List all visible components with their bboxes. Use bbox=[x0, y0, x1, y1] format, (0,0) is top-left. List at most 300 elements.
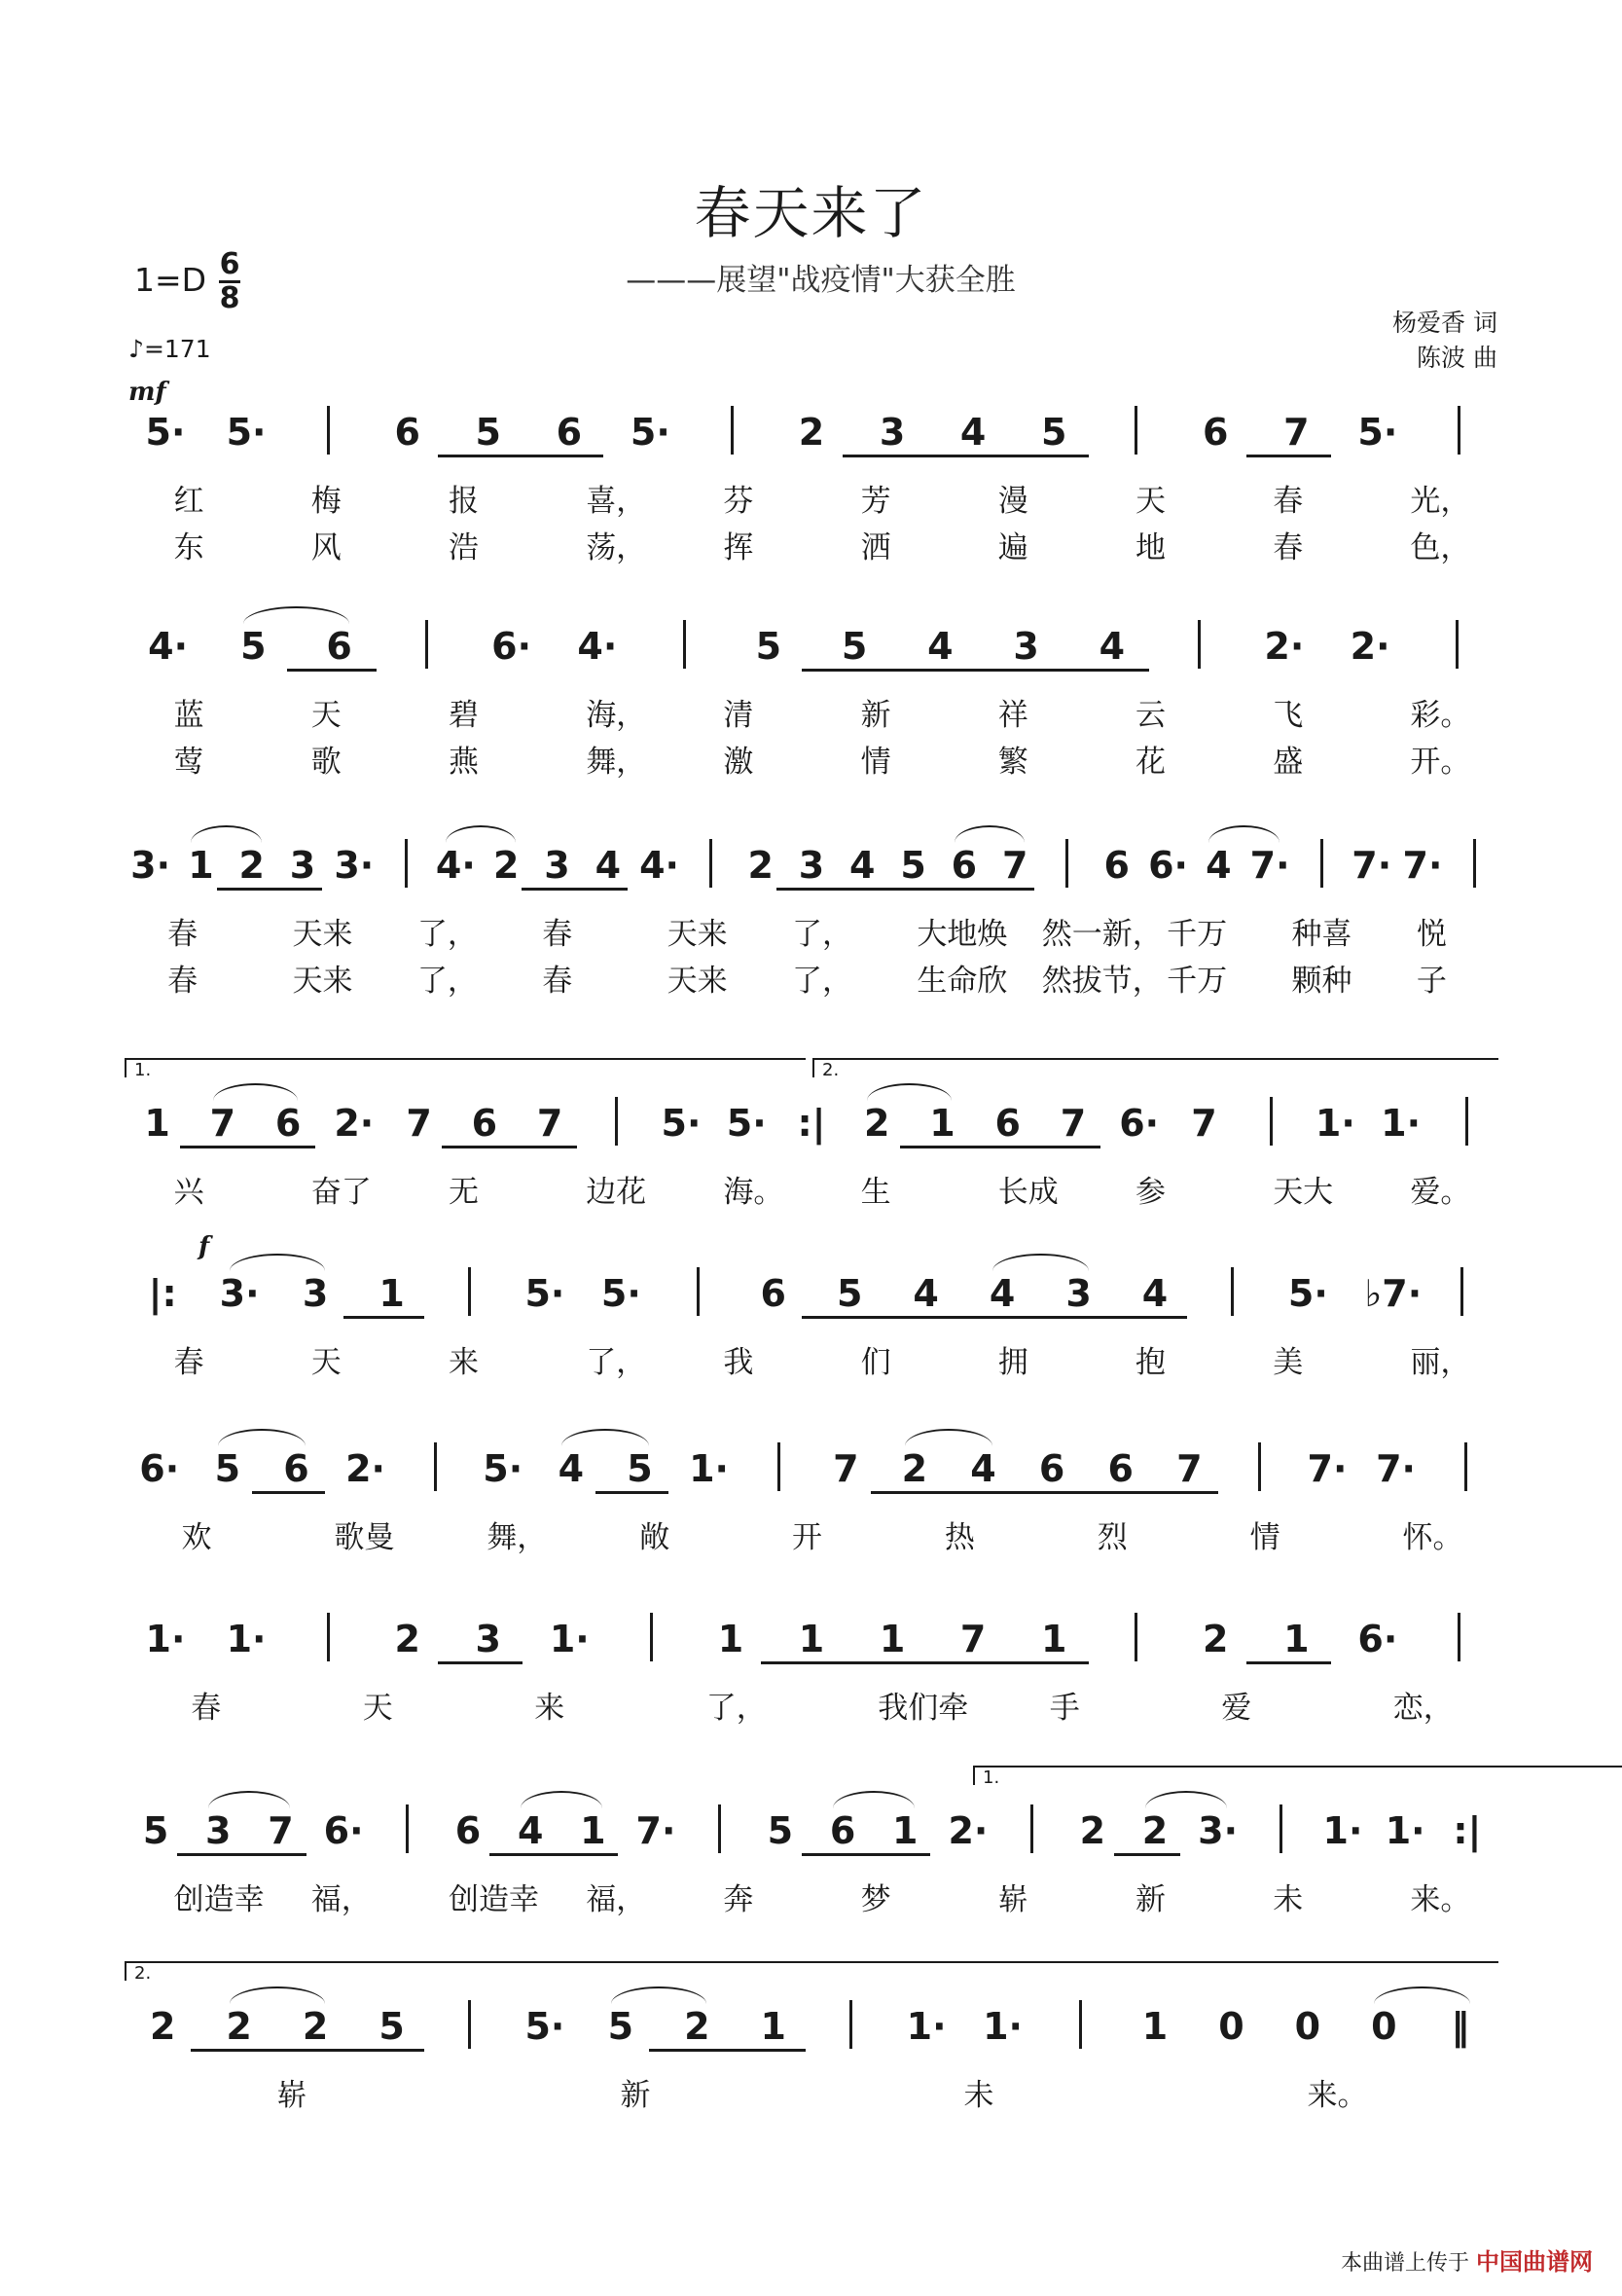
lyric-syllable: 春 bbox=[1273, 530, 1304, 565]
lyric-syllable: 天 bbox=[310, 698, 342, 733]
note: 3· bbox=[219, 1272, 260, 1315]
bar-line bbox=[1030, 1804, 1033, 1853]
note: 1 bbox=[760, 2005, 786, 2048]
lyric-syllable: 祥 bbox=[997, 698, 1028, 733]
note: 5· bbox=[661, 1102, 702, 1145]
note: 5 bbox=[767, 1809, 794, 1852]
note: 5· bbox=[1287, 1272, 1328, 1315]
bar-line bbox=[1135, 406, 1137, 455]
note-underline bbox=[761, 1661, 846, 1664]
note: 7 bbox=[1060, 1102, 1087, 1145]
note-underline bbox=[268, 2049, 347, 2052]
note: 4 bbox=[849, 844, 876, 887]
note: 7· bbox=[1352, 844, 1392, 887]
lyric-syllable: 舞， bbox=[586, 745, 647, 780]
note-underline bbox=[522, 888, 576, 891]
note: 5· bbox=[524, 2005, 565, 2048]
note-underline bbox=[442, 1146, 511, 1148]
bar-line bbox=[1280, 1804, 1282, 1853]
note-underline bbox=[180, 1146, 249, 1148]
slur bbox=[992, 1254, 1088, 1271]
bar-line bbox=[718, 1804, 721, 1853]
bar-line bbox=[683, 620, 686, 669]
lyric-syllable: 海， bbox=[586, 698, 647, 733]
note-underline bbox=[923, 455, 1008, 457]
note-underline bbox=[939, 1491, 1012, 1494]
song-title: 春天来了 bbox=[694, 180, 928, 246]
note: 4· bbox=[435, 844, 476, 887]
note: 7· bbox=[1307, 1447, 1348, 1490]
note-underline bbox=[726, 2049, 806, 2052]
slur bbox=[521, 1791, 602, 1808]
note: 6 bbox=[454, 1809, 482, 1852]
note: 5 bbox=[607, 2005, 634, 2048]
lyric-syllable: 开 bbox=[792, 1520, 822, 1555]
lyric-syllable: 热 bbox=[944, 1520, 975, 1555]
lyric-syllable: 漫 bbox=[997, 484, 1028, 519]
bar-line bbox=[1460, 1267, 1463, 1316]
note: 5 bbox=[836, 1272, 863, 1315]
note-underline bbox=[552, 1853, 618, 1856]
time-denominator: 8 bbox=[219, 280, 240, 315]
note: 1· bbox=[1315, 1102, 1355, 1145]
note: 2 bbox=[1203, 1618, 1229, 1660]
note-underline bbox=[802, 1316, 882, 1319]
lyric-syllable: 丽， bbox=[1410, 1345, 1471, 1380]
lyric-syllable: 欢 bbox=[181, 1520, 212, 1555]
note-underline bbox=[1030, 1146, 1099, 1148]
note-underline bbox=[900, 1146, 969, 1148]
note: 1· bbox=[983, 2005, 1023, 2048]
volta-bracket-1: 1. bbox=[125, 1058, 806, 1077]
lyric-syllable: 红 bbox=[173, 484, 204, 519]
lyric-syllable: 飞 bbox=[1273, 698, 1304, 733]
note: 6 bbox=[1107, 1447, 1134, 1490]
lyric-syllable: 我们牵 bbox=[878, 1691, 969, 1726]
note: 5· bbox=[145, 411, 186, 454]
lyric-syllable: 颗种 bbox=[1291, 964, 1352, 999]
bar-line bbox=[615, 1097, 618, 1146]
note: 4 bbox=[558, 1447, 585, 1490]
note: 2 bbox=[226, 2005, 252, 2048]
note: 6 bbox=[274, 1102, 302, 1145]
slur bbox=[191, 825, 261, 843]
slur bbox=[1145, 1791, 1227, 1808]
slur bbox=[955, 825, 1025, 843]
note: 5· bbox=[483, 1447, 523, 1490]
lyric-syllable: 歌曼 bbox=[334, 1520, 395, 1555]
note: 6 bbox=[1203, 411, 1229, 454]
note: 7 bbox=[268, 1809, 294, 1852]
note: 1 bbox=[1040, 1618, 1067, 1660]
repeat-sign: :| bbox=[1453, 1809, 1482, 1852]
note: 2 bbox=[1079, 1809, 1106, 1852]
note-underline bbox=[177, 1853, 243, 1856]
note: 6 bbox=[471, 1102, 498, 1145]
bar-line bbox=[849, 2000, 852, 2049]
note: 1 bbox=[798, 1618, 825, 1660]
note-underline bbox=[343, 2049, 423, 2052]
note-underline bbox=[864, 1853, 930, 1856]
key-signature: 1=D bbox=[134, 261, 207, 299]
note: 4 bbox=[595, 844, 622, 887]
note: 1 bbox=[378, 1272, 405, 1315]
note-underline bbox=[843, 1661, 927, 1664]
lyric-syllable: 然一新， bbox=[1041, 917, 1163, 952]
note-underline bbox=[923, 1661, 1008, 1664]
lyric-syllable: 春 bbox=[173, 1345, 204, 1380]
note: 4 bbox=[1206, 844, 1232, 887]
note-underline bbox=[974, 669, 1063, 672]
lyric-syllable: 春 bbox=[1273, 484, 1304, 519]
lyric-syllable: 芳 bbox=[860, 484, 891, 519]
lyric-syllable: 参 bbox=[1135, 1175, 1166, 1210]
lyric-syllable: 挥 bbox=[723, 530, 754, 565]
lyric-syllable: 蓝 bbox=[173, 698, 204, 733]
note: 2· bbox=[948, 1809, 989, 1852]
note: 5· bbox=[226, 411, 267, 454]
lyric-syllable: 洒 bbox=[860, 530, 891, 565]
note: 6 bbox=[1103, 844, 1130, 887]
note-underline bbox=[489, 1853, 556, 1856]
note-underline bbox=[887, 669, 977, 672]
note-underline bbox=[871, 1491, 944, 1494]
note: 6 bbox=[1038, 1447, 1065, 1490]
note: 6· bbox=[139, 1447, 180, 1490]
note: 2 bbox=[302, 2005, 329, 2048]
note: 5 bbox=[841, 625, 868, 668]
note: 1 bbox=[1141, 2005, 1169, 2048]
lyric-syllable: 未 bbox=[963, 2078, 994, 2113]
lyric-syllable: 无 bbox=[449, 1175, 479, 1210]
slur bbox=[611, 1986, 706, 2004]
note: 1· bbox=[1385, 1809, 1425, 1852]
lyric-syllable: 恋， bbox=[1392, 1691, 1454, 1726]
lyric-syllable: 天来 bbox=[292, 917, 353, 952]
lyric-syllable: 来 bbox=[534, 1691, 565, 1726]
note-underline bbox=[955, 1316, 1034, 1319]
note-underline bbox=[1107, 1316, 1187, 1319]
note: 2· bbox=[345, 1447, 385, 1490]
lyric-syllable: 繁 bbox=[997, 745, 1028, 780]
lyric-syllable: 报 bbox=[449, 484, 479, 519]
lyric-syllable: 怀。 bbox=[1402, 1520, 1463, 1555]
bar-line bbox=[1456, 620, 1459, 669]
note: 3 bbox=[475, 1618, 501, 1660]
lyric-syllable: 了， bbox=[705, 1691, 767, 1726]
lyric-syllable: 手 bbox=[1049, 1691, 1080, 1726]
note: 4· bbox=[639, 844, 679, 887]
bar-line bbox=[1465, 1097, 1468, 1146]
note: 4 bbox=[913, 1272, 939, 1315]
note-underline bbox=[1145, 1491, 1218, 1494]
note: 7· bbox=[1249, 844, 1290, 887]
note: 7· bbox=[1376, 1447, 1416, 1490]
note: 7 bbox=[833, 1447, 859, 1490]
lyric-syllable: 拥 bbox=[997, 1345, 1028, 1380]
bar-line bbox=[1473, 839, 1476, 888]
bar-line bbox=[1458, 406, 1460, 455]
lyric-syllable: 开。 bbox=[1410, 745, 1471, 780]
note: 1· bbox=[689, 1447, 729, 1490]
note-underline bbox=[252, 1491, 325, 1494]
lyric-syllable: 奔 bbox=[723, 1882, 754, 1917]
lyric-syllable: 东 bbox=[173, 530, 204, 565]
note: 2· bbox=[1350, 625, 1390, 668]
note: 2· bbox=[334, 1102, 375, 1145]
bar-line bbox=[1464, 1442, 1467, 1491]
lyric-syllable: 春 bbox=[191, 1691, 222, 1726]
slur bbox=[833, 1791, 915, 1808]
note-underline bbox=[878, 1316, 957, 1319]
slur bbox=[905, 1429, 993, 1446]
lyric-syllable: 创造幸 bbox=[173, 1882, 265, 1917]
lyric-syllable: 春 bbox=[542, 964, 573, 999]
note: 1· bbox=[1322, 1809, 1363, 1852]
time-numerator: 6 bbox=[219, 247, 240, 281]
slur bbox=[561, 1429, 650, 1446]
note: 6 bbox=[760, 1272, 786, 1315]
note-underline bbox=[573, 888, 628, 891]
bar-line bbox=[1320, 839, 1323, 888]
note-underline bbox=[827, 888, 882, 891]
note: 1· bbox=[906, 2005, 947, 2048]
lyric-syllable: 彩。 bbox=[1410, 698, 1471, 733]
note-underline bbox=[649, 2049, 729, 2052]
note: 7 bbox=[536, 1102, 563, 1145]
note: 5 bbox=[378, 2005, 405, 2048]
note-underline bbox=[245, 1146, 314, 1148]
note: 1 bbox=[580, 1809, 606, 1852]
note: 2 bbox=[394, 1618, 420, 1660]
lyric-syllable: 爱 bbox=[1221, 1691, 1252, 1726]
note: 3 bbox=[1065, 1272, 1092, 1315]
note: 7 bbox=[406, 1102, 432, 1145]
dynamic-f: f bbox=[198, 1232, 210, 1261]
slur bbox=[243, 606, 348, 624]
lyric-syllable: 了， bbox=[586, 1345, 647, 1380]
slur bbox=[213, 1083, 298, 1101]
bar-line bbox=[1079, 2000, 1082, 2049]
lyric-syllable: 歌 bbox=[310, 745, 342, 780]
note: 1 bbox=[717, 1618, 744, 1660]
note-underline bbox=[1246, 1661, 1331, 1664]
bar-line bbox=[425, 620, 428, 669]
time-signature bbox=[216, 249, 243, 313]
note: 6· bbox=[1357, 1618, 1398, 1660]
lyric-syllable: 敞 bbox=[639, 1520, 670, 1555]
lyric-syllable: 天 bbox=[1135, 484, 1166, 519]
bar-line bbox=[405, 839, 408, 888]
bar-line bbox=[434, 1442, 437, 1491]
note: 5· bbox=[1357, 411, 1398, 454]
lyric-syllable: 情 bbox=[860, 745, 891, 780]
note-underline bbox=[878, 888, 932, 891]
lyric-syllable: 生 bbox=[860, 1175, 891, 1210]
lyric-syllable: 种喜 bbox=[1291, 917, 1352, 952]
lyric-syllable: 子 bbox=[1416, 964, 1447, 999]
note-underline bbox=[843, 455, 927, 457]
note-underline bbox=[191, 2049, 270, 2052]
note-underline bbox=[343, 1316, 423, 1319]
tempo-marking: ♪=171 bbox=[128, 335, 211, 363]
note: 6· bbox=[491, 625, 532, 668]
bar-line bbox=[697, 1267, 700, 1316]
lyric-syllable: 梅 bbox=[310, 484, 342, 519]
lyric-syllable: 情 bbox=[1249, 1520, 1280, 1555]
note: 6 bbox=[556, 411, 583, 454]
note: 0 bbox=[1218, 2005, 1244, 2048]
note: 5 bbox=[900, 844, 926, 887]
note: 5· bbox=[600, 1272, 641, 1315]
note: 5 bbox=[214, 1447, 241, 1490]
note: 7· bbox=[635, 1809, 676, 1852]
lyric-syllable: 地 bbox=[1135, 530, 1166, 565]
note-underline bbox=[595, 1491, 668, 1494]
lyric-syllable: 未 bbox=[1273, 1882, 1304, 1917]
note: 1· bbox=[1381, 1102, 1422, 1145]
lyric-syllable: 生命欣 bbox=[917, 964, 1008, 999]
volta-bracket-2: 2. bbox=[125, 1961, 1498, 1981]
lyric-syllable: 天来 bbox=[292, 964, 353, 999]
lyric-syllable: 遍 bbox=[997, 530, 1028, 565]
note: 2 bbox=[864, 1102, 890, 1145]
note: 5 bbox=[755, 625, 782, 668]
note: 5 bbox=[1040, 411, 1067, 454]
note-underline bbox=[1030, 1316, 1110, 1319]
bar-line bbox=[1270, 1097, 1273, 1146]
lyric-syllable: 福， bbox=[586, 1882, 647, 1917]
note-underline bbox=[776, 888, 831, 891]
note: 2 bbox=[149, 2005, 176, 2048]
lyric-syllable: 们 bbox=[860, 1345, 891, 1380]
bar-line bbox=[468, 2000, 471, 2049]
lyric-syllable: 来 bbox=[449, 1345, 479, 1380]
lyric-syllable: 浩 bbox=[449, 530, 479, 565]
footer-prefix: 本曲谱上传于 bbox=[1340, 2251, 1469, 2276]
note-underline bbox=[239, 1853, 306, 1856]
note: 3· bbox=[334, 844, 375, 887]
lyric-syllable: 来。 bbox=[1307, 2078, 1368, 2113]
bar-line bbox=[1258, 1442, 1261, 1491]
note-underline bbox=[929, 888, 984, 891]
note: 3 bbox=[798, 844, 825, 887]
note: 2· bbox=[1264, 625, 1305, 668]
note: 6 bbox=[951, 844, 978, 887]
note: 3· bbox=[1198, 1809, 1239, 1852]
note: 1 bbox=[144, 1102, 170, 1145]
note-underline bbox=[507, 1146, 576, 1148]
note: 2 bbox=[901, 1447, 928, 1490]
lyricist-credit: 杨爱香 词 bbox=[1392, 309, 1497, 337]
note: 6· bbox=[1148, 844, 1188, 887]
note-underline bbox=[1004, 1661, 1089, 1664]
note: 4 bbox=[517, 1809, 544, 1852]
slur bbox=[1374, 1986, 1469, 2004]
note: 0 bbox=[1371, 2005, 1397, 2048]
note: 7· bbox=[1402, 844, 1443, 887]
footer-brand: 中国曲谱网 bbox=[1476, 2248, 1593, 2276]
note: 2 bbox=[492, 844, 520, 887]
bar-line bbox=[1231, 1267, 1234, 1316]
note: 4 bbox=[989, 1272, 1016, 1315]
note-underline bbox=[1008, 1491, 1081, 1494]
note: 3 bbox=[205, 1809, 232, 1852]
note: 2 bbox=[747, 844, 774, 887]
note: 4 bbox=[927, 625, 954, 668]
note: 0 bbox=[1294, 2005, 1321, 2048]
lyric-syllable: 千万 bbox=[1167, 917, 1228, 952]
volta-bracket-1: 1. bbox=[973, 1766, 1622, 1785]
footer-credit bbox=[1341, 2242, 1593, 2277]
bar-line bbox=[327, 1613, 330, 1661]
bar-line bbox=[468, 1267, 471, 1316]
lyric-syllable: 崭 bbox=[997, 1882, 1028, 1917]
lyric-syllable: 崭 bbox=[276, 2078, 307, 2113]
lyric-syllable: 兴 bbox=[173, 1175, 204, 1210]
bar-line bbox=[406, 1804, 409, 1853]
lyric-syllable: 了， bbox=[416, 917, 478, 952]
lyric-syllable: 莺 bbox=[173, 745, 204, 780]
volta-bracket-2: 2. bbox=[812, 1058, 1498, 1077]
lyric-syllable: 天大 bbox=[1273, 1175, 1334, 1210]
slur bbox=[230, 1986, 325, 2004]
lyric-syllable: 创造幸 bbox=[449, 1882, 539, 1917]
bar-line bbox=[1135, 1613, 1137, 1661]
lyric-syllable: 云 bbox=[1135, 698, 1166, 733]
lyric-syllable: 千万 bbox=[1167, 964, 1228, 999]
note: 6 bbox=[829, 1809, 856, 1852]
note-underline bbox=[1246, 455, 1331, 457]
note: 5· bbox=[524, 1272, 565, 1315]
lyric-syllable: 我 bbox=[723, 1345, 754, 1380]
bar-line bbox=[731, 406, 734, 455]
bar-line bbox=[1198, 620, 1201, 669]
note: 5 bbox=[240, 625, 267, 668]
lyric-syllable: 新 bbox=[1135, 1882, 1166, 1917]
lyric-syllable: 燕 bbox=[449, 745, 479, 780]
lyric-syllable: 清 bbox=[723, 698, 754, 733]
note: 7 bbox=[1191, 1102, 1217, 1145]
lyric-syllable: 爱。 bbox=[1410, 1175, 1471, 1210]
note: 7 bbox=[1176, 1447, 1203, 1490]
note: 2 bbox=[798, 411, 825, 454]
note: 5· bbox=[726, 1102, 767, 1145]
note: 5 bbox=[475, 411, 501, 454]
lyric-syllable: 了， bbox=[792, 917, 852, 952]
note: 4 bbox=[970, 1447, 996, 1490]
note: 7 bbox=[209, 1102, 236, 1145]
note-underline bbox=[1114, 1853, 1180, 1856]
lyric-syllable: 色， bbox=[1410, 530, 1471, 565]
note: 4· bbox=[148, 625, 189, 668]
lyric-syllable: 盛 bbox=[1273, 745, 1304, 780]
slur bbox=[208, 1791, 290, 1808]
note-underline bbox=[1076, 1491, 1149, 1494]
lyric-syllable: 长成 bbox=[997, 1175, 1059, 1210]
dynamic-mf: mf bbox=[128, 378, 166, 407]
note: 3 bbox=[1013, 625, 1039, 668]
note-underline bbox=[802, 669, 891, 672]
lyric-syllable: 梦 bbox=[860, 1882, 891, 1917]
note-underline bbox=[1004, 455, 1089, 457]
repeat-sign: :| bbox=[797, 1102, 826, 1145]
note-underline bbox=[1060, 669, 1149, 672]
lyric-syllable: 荡， bbox=[586, 530, 647, 565]
note: 3 bbox=[289, 844, 316, 887]
note: 3 bbox=[544, 844, 570, 887]
note: 1 bbox=[892, 1809, 919, 1852]
